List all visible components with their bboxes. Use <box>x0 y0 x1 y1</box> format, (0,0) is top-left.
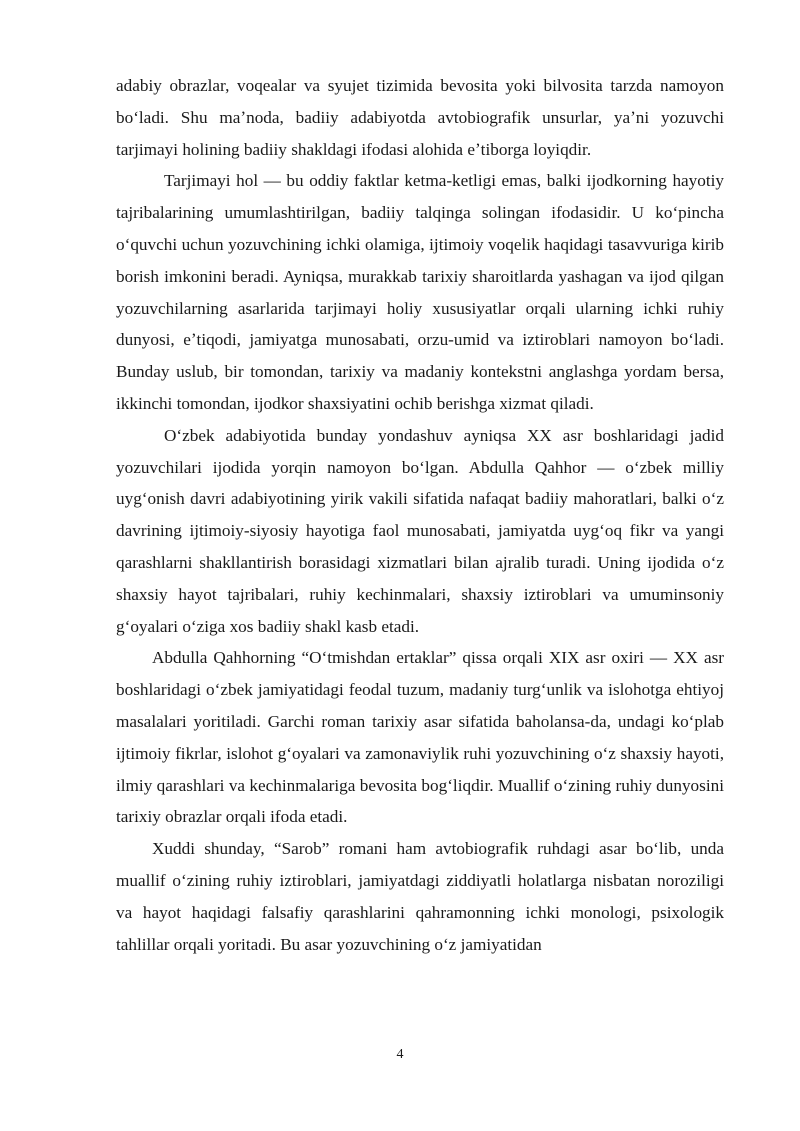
paragraph-otmishdan-ertaklar: Abdulla Qahhorning “Oʻtmishdan ertaklar” qissa orqali XIX asr oxiri — XX asr boshlaridagi oʻzbek jamiyatidagi feodal tuzum, madaniy turgʻunlik va islohotga ehtiyoj masalalari yoritiladi. Garchi roman tarixiy asar sifatida baholansa-da, undagi koʻplab ijtimoiy fikrlar, islohot gʻoyalari va zamonaviylik ruhi yozuvchining oʻz shaxsiy hayoti, ilmiy qarashlari va kechinmalariga bevosita bogʻliqdir. Muallif oʻzining ruhiy dunyosini tarixiy obrazlar orqali ifoda etadi. <box>116 648 724 827</box>
paragraph-sarob: Xuddi shunday, “Sarob” romani ham avtobiografik ruhdagi asar boʻlib, unda muallif oʻzining ruhiy iztiroblari, jamiyatdagi ziddiyatli holatlarga nisbatan noroziligi va hayot haqidagi falsafiy qarashlarini qahramonning ichki monologi, psixologik tahlillar orqali yoritadi. Bu asar yozuvchining oʻz jamiyatidan <box>116 839 724 954</box>
paragraph-continuation: adabiy obrazlar, voqealar va syujet tizimida bevosita yoki bilvosita tarzda namoyon boʻladi. Shu maʼnoda, badiiy adabiyotda avtobiografik unsurlar, yaʼni yozuvchi tarjimayi holining badiiy shakldagi ifodasi alohida eʼtiborga loyiqdir. <box>116 76 724 159</box>
paragraph-tarjimayi-hol: Tarjimayi hol — bu oddiy faktlar ketma-ketligi emas, balki ijodkorning hayotiy tajribalarining umumlashtirilgan, badiiy talqinga solingan ifodasidir. U koʻpincha oʻquvchi uchun yozuvchining ichki olamiga, ijtimoiy voqelik haqidagi tasavvuriga kirib borish imkonini beradi. Ayniqsa, murakkab tarixiy sharoitlarda yashagan va ijod qilgan yozuvchilarning asarlarida tarjimayi holiy xususiyatlar orqali ularning ichki ruhiy dunyosi, eʼtiqodi, jamiyatga munosabati, orzu-umid va iztiroblari namoyon boʻladi. Bunday uslub, bir tomondan, tarixiy va madaniy kontekstni anglashga yordam bersa, ikkinchi tomondan, ijodkor shaxsiyatini ochib berishga xizmat qiladi. <box>116 171 724 413</box>
paragraph-uzbek-adabiyoti: Oʻzbek adabiyotida bunday yondashuv ayniqsa XX asr boshlaridagi jadid yozuvchilari ijodida yorqin namoyon boʻlgan. Abdulla Qahhor — oʻzbek milliy uygʻonish davri adabiyotining yirik vakili sifatida nafaqat badiiy mahoratlari, balki oʻz davrining ijtimoiy-siyosiy hayotiga faol munosabati, jamiyatda uygʻoq fikr va yangi qarashlarni shakllantirish borasidagi xizmatlari bilan ajralib turadi. Uning ijodida oʻz shaxsiy hayot tajribalari, ruhiy kechinmalari, shaxsiy iztiroblari va umuminsoniy gʻoyalari oʻziga xos badiiy shakl kasb etadi. <box>116 425 724 636</box>
body-text <box>116 70 724 960</box>
page-number: 4 <box>396 1047 404 1062</box>
